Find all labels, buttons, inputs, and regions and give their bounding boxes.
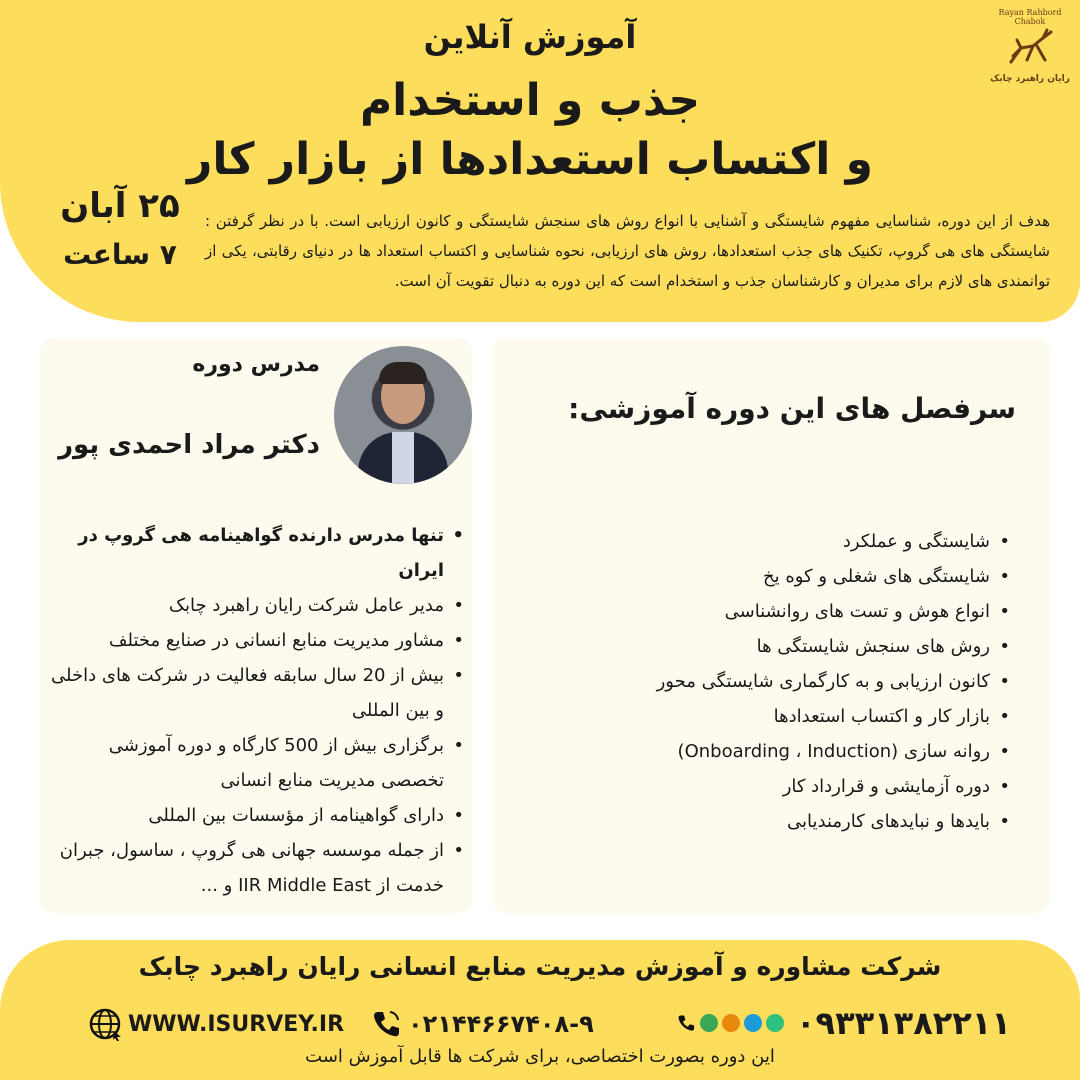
- instructor-credentials: [44, 518, 470, 903]
- list-item: • بایدها و نبایدهای کارمندیابی: [520, 804, 1016, 839]
- list-item: • انواع هوش و تست های روانشناسی: [520, 594, 1016, 629]
- topics-title: سرفصل های این دوره آموزشی:: [568, 392, 1016, 425]
- company-logo: [990, 6, 1070, 86]
- course-date: ۲۵ آبان: [60, 186, 180, 226]
- bale-icon: [766, 1014, 784, 1032]
- landline-phone[interactable]: [370, 1004, 594, 1044]
- phone-icon: [370, 1008, 402, 1040]
- mobile-phone[interactable]: [676, 998, 1011, 1048]
- landline-number: ۰۲۱۴۴۶۶۷۴۰۸-۹: [408, 1010, 594, 1038]
- list-item: • مشاور مدیریت منابع انسانی در صنایع مختلف: [44, 623, 470, 658]
- list-item: • روش های سنجش شایستگی ها: [520, 629, 1016, 664]
- list-item: • از جمله موسسه جهانی هی گروپ ، ساسول، جبران خدمت از IIR Middle East و ...: [44, 833, 470, 903]
- list-item: • دارای گواهینامه از مؤسسات بین المللی: [44, 798, 470, 833]
- instructor-label: مدرس دوره: [192, 352, 320, 377]
- headline-subtitle: و اکتساب استعدادها از بازار کار: [187, 134, 873, 185]
- company-name: شرکت مشاوره و آموزش مدیریت منابع انسانی رایان راهبرد چابک: [138, 952, 942, 981]
- telegram-icon: [744, 1014, 762, 1032]
- logo-arc-text: Rayan Rahbord Chabok: [998, 8, 1062, 26]
- website-link[interactable]: [88, 1004, 344, 1044]
- list-item: • دوره آزمایشی و قرارداد کار: [520, 769, 1016, 804]
- website-text: WWW.ISURVEY.IR: [128, 1011, 345, 1037]
- list-item: • شایستگی و عملکرد: [520, 524, 1016, 559]
- instructor-name: دکتر مراد احمدی پور: [58, 430, 320, 460]
- globe-icon: [88, 1007, 122, 1041]
- whatsapp-icon: [700, 1014, 718, 1032]
- list-item: • تنها مدرس دارنده گواهینامه هی گروپ در ایران: [44, 518, 470, 588]
- logo-name: رایان راهبرد چابک: [990, 74, 1070, 84]
- list-item: • شایستگی های شغلی و کوه یخ: [520, 559, 1016, 594]
- deer-icon: [1003, 26, 1057, 70]
- instructor-photo: [334, 346, 472, 484]
- list-item: • روانه سازی (Onboarding ، Induction): [520, 734, 1016, 769]
- topics-list: [520, 524, 1016, 839]
- mobile-number: ۰۹۳۳۱۳۸۲۲۱۱: [796, 1004, 1011, 1042]
- list-item: • برگزاری بیش از 500 کارگاه و دوره آموزشی تخصصی مدیریت منابع انسانی: [44, 728, 470, 798]
- list-item: • بازار کار و اکتساب استعدادها: [520, 699, 1016, 734]
- footer-note: این دوره بصورت اختصاصی، برای شرکت ها قابل آموزش است: [305, 1046, 775, 1067]
- headline-title: جذب و استخدام: [359, 75, 701, 126]
- course-description: هدف از این دوره، شناسایی مفهوم شایستگی و آشنایی با انواع روش های سنجش شایستگی و کانون ارزیابی است. با در نظر گرفتن : شایستگی های هی گروپ، تکنیک های جذب استعدادها، روش های ارزیابی، نحوه شناسایی و اکتساب استعداد ها در دنیای رقابتی، یکی از توانمندی های لازم برای مدیران و کارشناسان جذب و استخدام است که این دوره به دنبال تقویت آن است.: [205, 212, 1050, 290]
- eitaa-icon: [722, 1014, 740, 1032]
- phone-icon: [676, 1013, 696, 1033]
- course-duration: ۷ ساعت: [63, 238, 177, 271]
- list-item: • بیش از 20 سال سابقه فعالیت در شرکت های داخلی و بین المللی: [44, 658, 470, 728]
- headline-online: آموزش آنلاین: [423, 18, 637, 56]
- list-item: • مدیر عامل شرکت رایان راهبرد چابک: [44, 588, 470, 623]
- list-item: • کانون ارزیابی و به کارگماری شایستگی محور: [520, 664, 1016, 699]
